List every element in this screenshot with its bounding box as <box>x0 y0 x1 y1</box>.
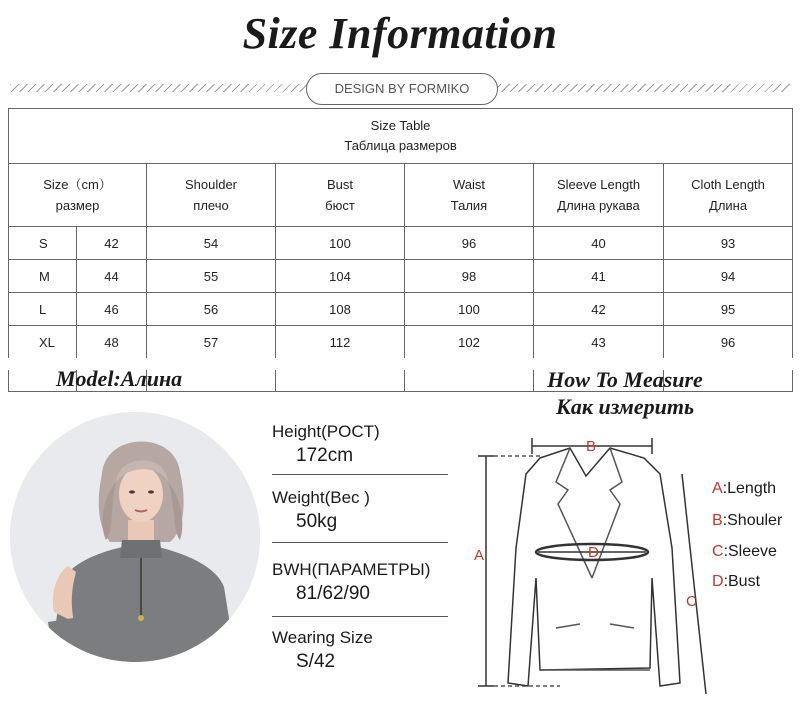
mark-c: C <box>686 593 697 610</box>
cell-sleeve: 42 <box>534 293 664 326</box>
spec-height <box>272 422 448 467</box>
measure-title-en: How To Measure <box>547 367 703 392</box>
mark-d: D <box>588 544 599 561</box>
decorative-hatch-right <box>492 84 790 92</box>
cell-bust: 108 <box>276 293 405 326</box>
cell-shoulder: 57 <box>147 326 276 359</box>
size-table-header-row <box>9 164 793 227</box>
cell-size: L <box>9 293 77 326</box>
col-header-ru: Длина <box>709 198 748 213</box>
cell-shoulder: 56 <box>147 293 276 326</box>
spec-bwh <box>272 560 448 605</box>
cell-size-number: 46 <box>77 293 147 326</box>
bwh-label: BWH(ПАРАМЕТРЫ) <box>272 560 431 579</box>
caption-ru: Таблица размеров <box>344 138 457 153</box>
col-header-ru: бюст <box>325 198 355 213</box>
col-header-en: Size（cm） <box>43 177 112 192</box>
spec-wearing <box>272 628 448 673</box>
legend-text: :Bust <box>723 573 761 590</box>
col-header-sleeve <box>534 164 664 227</box>
table-row <box>9 260 793 293</box>
cell-bust: 100 <box>276 227 405 260</box>
height-value: 172cm <box>296 445 354 466</box>
measure-title <box>500 366 750 420</box>
cell-size: XL <box>9 326 77 359</box>
cell-shoulder: 55 <box>147 260 276 293</box>
col-header-ru: Талия <box>450 198 488 213</box>
legend-shoulder <box>712 512 782 530</box>
col-header-en: Sleeve Length <box>556 177 641 192</box>
col-header-en: Cloth Length <box>691 177 765 192</box>
measure-title-ru: Как измерить <box>555 394 695 419</box>
legend-key: D <box>712 573 724 590</box>
weight-value: 50kg <box>296 511 338 532</box>
table-row <box>9 326 793 359</box>
col-header-en: Bust <box>326 177 353 192</box>
col-header-length <box>664 164 793 227</box>
jacket-diagram <box>460 428 710 708</box>
cell-sleeve: 40 <box>534 227 664 260</box>
table-row <box>9 293 793 326</box>
cell-sleeve: 43 <box>534 326 664 359</box>
table-row <box>9 227 793 260</box>
col-header-bust <box>276 164 405 227</box>
col-header-ru: Длина рукава <box>557 198 640 213</box>
mark-b: B <box>586 438 597 455</box>
legend-text: :Sleeve <box>723 543 777 560</box>
cell-waist: 96 <box>405 227 534 260</box>
cell-length: 95 <box>664 293 793 326</box>
col-header-ru: размер <box>55 198 100 213</box>
legend-sleeve <box>712 543 777 561</box>
model-illustration <box>10 412 260 662</box>
cell-size-number: 44 <box>77 260 147 293</box>
col-header-waist <box>405 164 534 227</box>
model-title: Model:Алина <box>56 366 183 391</box>
col-header-shoulder <box>147 164 276 227</box>
size-table-caption-row <box>9 109 793 164</box>
legend-bust <box>712 573 760 591</box>
col-header-en: Waist <box>452 177 486 192</box>
page-title: Size Information <box>242 9 558 58</box>
col-header-en: Shoulder <box>184 177 238 192</box>
cell-bust: 112 <box>276 326 405 359</box>
height-label: Height(POCT) <box>272 422 380 441</box>
cell-bust: 104 <box>276 260 405 293</box>
wearing-value: S/42 <box>296 651 336 672</box>
col-header-size <box>9 164 147 227</box>
decorative-hatch-left <box>10 84 310 92</box>
col-header-ru: плечо <box>193 198 229 213</box>
size-table-caption <box>9 109 793 164</box>
mark-a: A <box>474 547 485 564</box>
cell-length: 93 <box>664 227 793 260</box>
cell-size: S <box>9 227 77 260</box>
cell-waist: 100 <box>405 293 534 326</box>
model-photo <box>10 412 260 662</box>
size-table <box>8 108 793 392</box>
caption-en: Size Table <box>370 118 431 133</box>
cell-sleeve: 41 <box>534 260 664 293</box>
legend-text: :Shouler <box>722 512 783 529</box>
divider <box>272 616 448 617</box>
legend-length <box>712 480 776 498</box>
cell-size-number: 48 <box>77 326 147 359</box>
cell-length: 94 <box>664 260 793 293</box>
cell-size: M <box>9 260 77 293</box>
cell-waist: 98 <box>405 260 534 293</box>
cell-shoulder: 54 <box>147 227 276 260</box>
bwh-value: 81/62/90 <box>296 583 370 604</box>
legend-key: A <box>712 480 723 497</box>
cell-length: 96 <box>664 326 793 359</box>
legend-key: C <box>712 543 724 560</box>
divider <box>272 474 448 475</box>
wearing-label: Wearing Size <box>272 628 373 647</box>
divider <box>272 542 448 543</box>
brand-badge: DESIGN BY FORMIKO <box>306 73 498 105</box>
legend-key: B <box>712 512 723 529</box>
cell-size-number: 42 <box>77 227 147 260</box>
spec-weight <box>272 488 448 533</box>
legend-text: :Length <box>722 480 777 497</box>
weight-label: Weight(Bec ) <box>272 488 370 507</box>
cell-waist: 102 <box>405 326 534 359</box>
